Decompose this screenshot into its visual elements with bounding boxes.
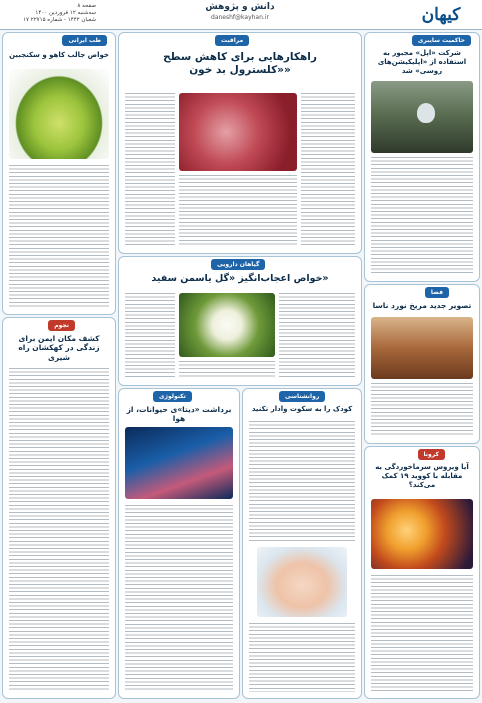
article-apple-tag: حاکمیت سایبری xyxy=(412,35,471,46)
article-jasmine xyxy=(118,256,362,386)
article-jasmine-title: خواص اعجاب‌انگیز «گل یاسمن سفید» xyxy=(151,273,329,284)
section-header xyxy=(140,2,340,21)
article-lettuce xyxy=(2,32,116,315)
article-cholesterol xyxy=(118,32,362,254)
article-mars-tag: فضا xyxy=(425,287,449,298)
issue-info xyxy=(6,3,96,24)
article-apple xyxy=(364,32,480,282)
article-lettuce-body xyxy=(9,165,109,308)
article-tech-body xyxy=(125,505,233,692)
article-jasmine-tag: گیاهان دارویی xyxy=(211,259,265,270)
article-psychology-body-2 xyxy=(249,623,355,692)
page-number: صفحه ۸ xyxy=(77,3,96,9)
article-mars-title: تصویر جدید مریخ نورد ناسا xyxy=(372,301,472,310)
apple-store-photo xyxy=(371,81,473,153)
lettuce-photo xyxy=(9,69,109,159)
article-psychology-tag: روانشناسی xyxy=(279,391,325,402)
article-psychology xyxy=(242,388,362,699)
article-jasmine-body-2 xyxy=(279,293,355,379)
article-cholesterol-body-3 xyxy=(179,175,297,247)
article-galaxy-title: کشف مکان ایمن برای زندگی در کهکشان راه شیری xyxy=(18,334,100,362)
article-apple-body xyxy=(371,157,473,275)
article-apple-title: شرکت «اپل» مجبور به استفاده از «اپلیکیشن‌های روسی» شد xyxy=(377,49,467,75)
article-galaxy-body xyxy=(9,368,109,692)
article-mars-body xyxy=(371,383,473,437)
article-corona-body xyxy=(371,575,473,692)
article-lettuce-tag: طب ایرانی xyxy=(62,35,107,46)
article-lettuce-title: خواص جالب کاهو و سکنجبین xyxy=(9,51,109,59)
article-tech xyxy=(118,388,240,699)
issue-line: ۱۷ شعبان ۱۴۴۲ - شماره ۲۲۷۱۵ xyxy=(23,17,96,23)
article-corona xyxy=(364,446,480,699)
article-jasmine-body-1 xyxy=(125,293,175,379)
baby-photo xyxy=(257,547,347,617)
article-cholesterol-tag: مراقبت xyxy=(215,35,249,46)
article-corona-tag: کرونا xyxy=(418,449,445,460)
article-mars xyxy=(364,284,480,444)
article-psychology-title: کودک را به سکوت وادار نکنید xyxy=(251,405,353,413)
article-galaxy-tag: نجوم xyxy=(48,320,75,331)
article-cholesterol-body-2 xyxy=(301,93,355,247)
kayhan-logo: کیهان xyxy=(421,5,461,25)
article-jasmine-body-3 xyxy=(179,361,275,379)
blood-cells-photo xyxy=(179,93,297,171)
article-cholesterol-title: راهکارهایی برای کاهش سطح «کلسترول بد خون» xyxy=(163,51,317,77)
article-corona-title: آیا ویروس سرماخوردگی به مقابله با کووید ۱۹ کمک می‌کند؟ xyxy=(375,463,469,489)
section-title: دانش و پژوهش xyxy=(205,2,275,12)
mars-rover-photo xyxy=(371,317,473,379)
article-tech-title: برداشت «دیتا»ی حیوانات، از هوا xyxy=(126,405,232,424)
section-email: daneshf@kayhan.ir xyxy=(211,14,269,21)
date-line: سه‌شنبه ۱۲ فروردین ۱۴۰۰ xyxy=(35,10,96,16)
article-cholesterol-body-1 xyxy=(125,93,175,247)
jasmine-flower-photo xyxy=(179,293,275,357)
article-psychology-body-1 xyxy=(249,421,355,541)
article-galaxy xyxy=(2,317,116,699)
article-tech-tag: تکنولوژی xyxy=(153,391,192,402)
masthead xyxy=(0,0,482,30)
dna-helix-photo xyxy=(125,427,233,499)
virus-photo xyxy=(371,499,473,569)
